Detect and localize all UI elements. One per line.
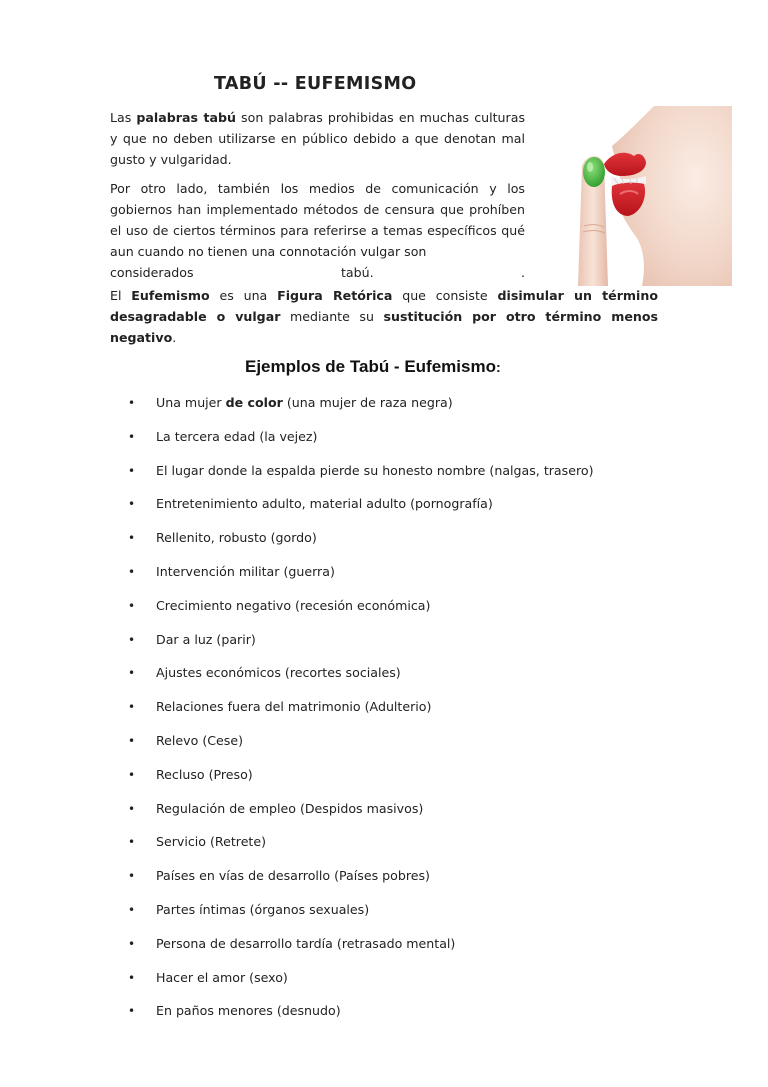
bullet-icon: • [128, 598, 136, 613]
bullet-icon: • [128, 801, 136, 816]
eufemismo-definition [110, 285, 658, 348]
examples-heading-text: Ejemplos de Tabú - Eufemismo [245, 357, 496, 376]
intro-trailing-dot: . [520, 265, 525, 280]
definition-text: El [110, 288, 132, 303]
list-item [128, 393, 593, 427]
example-text-pre: Intervención militar (guerra) [156, 563, 335, 579]
document-title: TABÚ -- EUFEMISMO [214, 74, 417, 94]
bullet-icon: • [128, 767, 136, 782]
list-item [128, 630, 593, 664]
example-text-pre: El lugar donde la espalda pierde su honesto nombre (nalgas, trasero) [156, 462, 594, 478]
list-item [128, 528, 593, 562]
list-item [128, 765, 593, 799]
example-text-pre: Persona de desarrollo tardía (retrasado mental) [156, 935, 456, 951]
example-bold-term: de color [225, 395, 283, 410]
bullet-icon: • [128, 1004, 136, 1019]
hush-illustration [534, 106, 732, 286]
definition-text: mediante su [280, 309, 384, 324]
intro-bold-term: palabras tabú [136, 110, 236, 125]
list-item [128, 427, 593, 461]
bullet-icon: • [128, 429, 136, 444]
list-item [128, 494, 593, 528]
example-text-pre: Servicio (Retrete) [156, 834, 267, 850]
bullet-icon: • [128, 396, 136, 410]
bullet-icon: • [128, 463, 136, 478]
example-text-pre: La tercera edad (la vejez) [156, 428, 318, 444]
example-text-pre: Recluso (Preso) [156, 766, 253, 782]
example-text-pre: Países en vías de desarrollo (Países pobres) [156, 868, 430, 884]
example-text-post: (una mujer de raza negra) [282, 395, 453, 410]
bullet-icon: • [128, 936, 136, 951]
bullet-icon: • [128, 902, 136, 917]
definition-bold-term: Figura Retórica [277, 288, 393, 303]
bullet-icon: • [128, 869, 136, 884]
example-text-pre: Relevo (Cese) [156, 732, 244, 748]
example-text-pre: Partes íntimas (órganos sexuales) [156, 901, 370, 917]
intro-text: considerados tabú. [110, 265, 374, 280]
intro-text: Las [110, 110, 137, 125]
finger-on-lips-image [534, 106, 732, 286]
bullet-icon: • [128, 835, 136, 850]
example-text-pre: Entretenimiento adulto, material adulto (pornografía) [156, 496, 493, 512]
bullet-icon: • [128, 531, 136, 546]
list-item [128, 663, 593, 697]
list-item [128, 934, 593, 968]
intro-paragraph-1 [110, 107, 525, 170]
list-item [128, 697, 593, 731]
example-text-pre: Crecimiento negativo (recesión económica) [156, 597, 431, 613]
list-item [128, 596, 593, 630]
list-item [128, 461, 593, 495]
example-text-pre: Hacer el amor (sexo) [156, 969, 288, 985]
intro-text: son palabras prohibidas en muchas culturas y que no deben utilizarse en público debido a que denotan mal gusto y vulgaridad. [110, 110, 525, 167]
bullet-icon: • [128, 970, 136, 985]
definition-text: es una [209, 288, 278, 303]
bullet-icon: • [128, 733, 136, 748]
list-item [128, 562, 593, 596]
examples-heading-colon: : [495, 359, 501, 375]
definition-bold-term: sustitución por otro término menos negativo [110, 309, 658, 345]
example-text-pre: Dar a luz (parir) [156, 631, 256, 647]
examples-heading [245, 357, 501, 377]
list-item [128, 968, 593, 1002]
bullet-icon: • [128, 632, 136, 647]
bullet-icon: • [128, 700, 136, 715]
example-text-pre: Una mujer [156, 395, 226, 410]
examples-list [128, 393, 593, 1035]
intro-text: Por otro lado, también los medios de comunicación y los gobiernos han implementado métodos de censura que prohíben el uso de ciertos términos para referirse a temas específicos qué aun cuando no tienen una connotación vulgar son [110, 181, 525, 259]
bullet-icon: • [128, 497, 136, 512]
example-text-pre: En paños menores (desnudo) [156, 1003, 341, 1019]
example-text-pre: Rellenito, robusto (gordo) [156, 530, 317, 546]
example-text-pre: Ajustes económicos (recortes sociales) [156, 665, 401, 681]
example-text-pre: Regulación de empleo (Despidos masivos) [156, 800, 424, 816]
list-item [128, 731, 593, 765]
list-item [128, 900, 593, 934]
intro-section [110, 107, 525, 291]
definition-text: . [172, 330, 177, 345]
definition-bold-term: Eufemismo [131, 288, 210, 303]
example-text-pre: Relaciones fuera del matrimonio (Adulterio) [156, 699, 432, 715]
bullet-icon: • [128, 666, 136, 681]
intro-last-line [110, 262, 525, 283]
bullet-icon: • [128, 564, 136, 579]
list-item [128, 1001, 593, 1035]
intro-paragraph-2 [110, 178, 525, 283]
definition-text: que consiste [392, 288, 498, 303]
list-item [128, 799, 593, 833]
definition-bold-term: disimular un término desagradable o vulgar [110, 288, 658, 324]
list-item [128, 866, 593, 900]
list-item [128, 832, 593, 866]
